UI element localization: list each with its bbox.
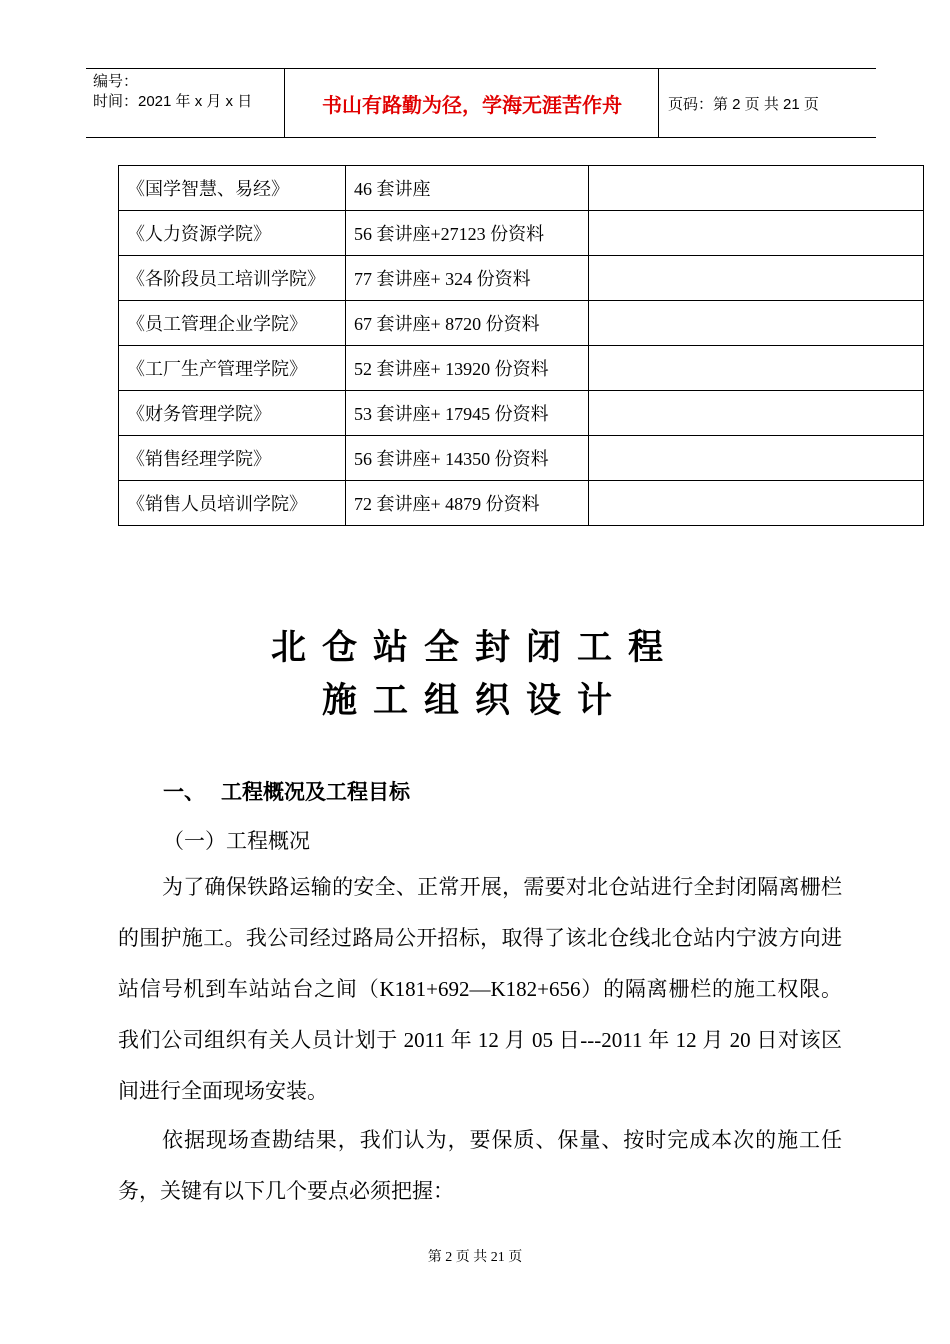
course-name: 《各阶段员工培训学院》 [119,256,346,301]
paragraph: 为了确保铁路运输的安全、正常开展，需要对北仓站进行全封闭隔离栅栏的围护施工。我公司经过路局公开招标，取得了该北仓线北仓站内宁波方向进站信号机到车站站台之间（K181+692—K182+656）的隔离栅栏的施工权限。我们公司组织有关人员计划于 2011 年 12 月 05 日---2011 年 12 月 20 日对该区间进行全面现场安装。 [118,875,842,1103]
course-content: 67 套讲座+ 8720 份资料 [346,301,589,346]
course-note [589,166,924,211]
course-content: 52 套讲座+ 13920 份资料 [346,346,589,391]
course-note [589,346,924,391]
section-title: 工程概况及工程目标 [221,781,410,804]
table-row [119,481,924,526]
table-row [119,346,924,391]
table-row [119,301,924,346]
catalog-table [118,165,924,526]
header-page-number: 页码：第 2 页 共 21 页 [668,96,819,113]
course-content: 56 套讲座+27123 份资料 [346,211,589,256]
table-row [119,436,924,481]
course-name: 《国学智慧、易经》 [119,166,346,211]
paragraph: 依据现场查勘结果，我们认为，要保质、保量、按时完成本次的施工任务，关键有以下几个要点必须把握： [118,1128,842,1203]
page-header [86,68,876,138]
course-note [589,301,924,346]
subsection-heading: （一）工程概况 [163,829,310,853]
course-content: 77 套讲座+ 324 份资料 [346,256,589,301]
page-footer: 第 2 页 共 21 页 [427,1250,523,1265]
header-divider [658,69,659,137]
course-name: 《销售经理学院》 [119,436,346,481]
document-title-line2: 施工组织设计 [321,681,628,720]
course-note [589,256,924,301]
header-divider [284,69,285,137]
course-content: 46 套讲座 [346,166,589,211]
document-time-label: 时间：2021 年 x 月 x 日 [93,93,253,110]
section-number: 一、 [163,781,205,804]
table-row [119,211,924,256]
course-note [589,481,924,526]
course-name: 《工厂生产管理学院》 [119,346,346,391]
table-row [119,256,924,301]
course-note [589,211,924,256]
document-number-label: 编号： [93,73,139,90]
header-meta [93,72,252,112]
table-row [119,391,924,436]
course-note [589,436,924,481]
course-content: 72 套讲座+ 4879 份资料 [346,481,589,526]
header-motto: 书山有路勤为径，学海无涯苦作舟 [322,94,622,117]
course-name: 《人力资源学院》 [119,211,346,256]
course-note [589,391,924,436]
course-content: 53 套讲座+ 17945 份资料 [346,391,589,436]
section-heading [163,776,410,806]
course-content: 56 套讲座+ 14350 份资料 [346,436,589,481]
course-name: 《财务管理学院》 [119,391,346,436]
course-name: 《员工管理企业学院》 [119,301,346,346]
course-name: 《销售人员培训学院》 [119,481,346,526]
table-row [119,166,924,211]
document-title-line1: 北仓站全封闭工程 [270,628,679,667]
